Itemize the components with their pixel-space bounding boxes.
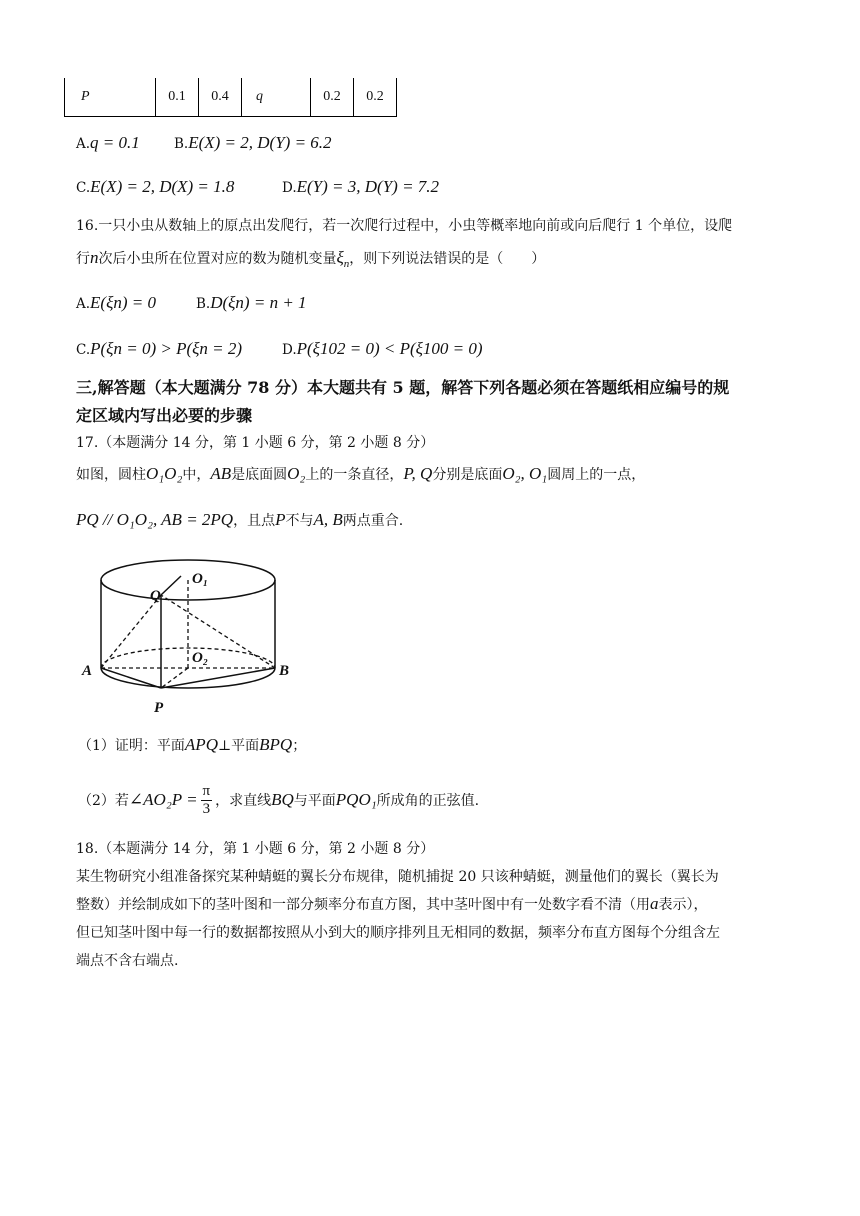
q16-option-d: D.P(ξ102 = 0) < P(ξ100 = 0) — [282, 339, 483, 358]
q17-part2: （2）若 ∠AO₂P = $\frac{\pi}{3}$ ，求直线 BQ 与平面 PQO₁ 所成角的正弦值. — [78, 782, 480, 817]
q18-header: 18.（本题满分 14 分，第 1 小题 6 分，第 2 小题 8 分） — [76, 841, 435, 857]
table-cell-p: P — [65, 78, 156, 117]
q18-line3: 但已知茎叶图中每一行的数据都按照从小到大的顺序排列且无相同的数据，频率分布直方图每个分组含左 — [76, 925, 720, 941]
table-cell-q: q — [242, 78, 311, 117]
q16-option-c: C.P(ξn = 0) > P(ξn = 2) — [76, 339, 243, 358]
q16-option-a: A.E(ξn) = 0 — [76, 293, 157, 312]
q17-line2: PQ // O₁O₂, AB = 2PQ，且点P不与A, B两点重合. — [76, 510, 404, 529]
q15-option-a: A.q = 0.1 — [76, 133, 140, 152]
table-cell: 0.1 — [156, 78, 199, 117]
table-cell: 0.2 — [311, 78, 354, 117]
label-o2: O₂ — [192, 650, 209, 666]
section3-heading-line2: 定区域内写出必要的步骤 — [76, 406, 253, 425]
q18-line4: 端点不含右端点. — [76, 953, 179, 969]
label-a: A — [82, 663, 93, 679]
q16-option-b: B.D(ξn) = n + 1 — [196, 293, 307, 312]
q16-line1: 16.一只小虫从数轴上的原点出发爬行，若一次爬行过程中，小虫等概率地向前或向后爬行 1 个单位，设爬 — [76, 218, 733, 234]
q17-header: 17.（本题满分 14 分，第 1 小题 6 分，第 2 小题 8 分） — [76, 435, 435, 451]
probability-table — [64, 78, 397, 117]
q15-option-c: C.E(X) = 2, D(X) = 1.8 — [76, 177, 235, 196]
q15-option-b: B.E(X) = 2, D(Y) = 6.2 — [174, 133, 332, 152]
q18-line1: 某生物研究小组准备探究某种蜻蜓的翼长分布规律，随机捕捉 20 只该种蜻蜓，测量他们的翼长（翼长为 — [76, 869, 719, 885]
q16-line2: 行n次后小虫所在位置对应的数为随机变量$\xi_n$，则下列说法错误的是（ ） — [76, 248, 546, 270]
label-o1: O₁ — [192, 571, 209, 587]
q17-line1: 如图，圆柱O₁O₂中，AB是底面圆O₂上的一条直径，P, Q分别是底面O₂, O₁圆周上的一点， — [76, 464, 646, 483]
label-b: B — [279, 663, 290, 679]
q17-part1: （1）证明：平面APQ⊥平面BPQ； — [78, 735, 307, 754]
q18-line2: 整数）并绘制成如下的茎叶图和一部分频率分布直方图，其中茎叶图中有一处数字看不清（用a表示）， — [76, 894, 708, 913]
table-cell: 0.2 — [354, 78, 397, 117]
label-q: Q — [150, 588, 161, 604]
table-cell: 0.4 — [199, 78, 242, 117]
fraction-pi-over-3: $\frac{\pi}{3}$ — [202, 782, 211, 817]
cylinder-figure — [78, 555, 308, 720]
label-p: P — [154, 700, 164, 716]
q15-option-d: D.E(Y) = 3, D(Y) = 7.2 — [282, 177, 440, 196]
section3-heading-line1: 三,解答题（本大题满分 78 分）本大题共有 5 题，解答下列各题必须在答题纸相应编号的规 — [76, 378, 730, 397]
